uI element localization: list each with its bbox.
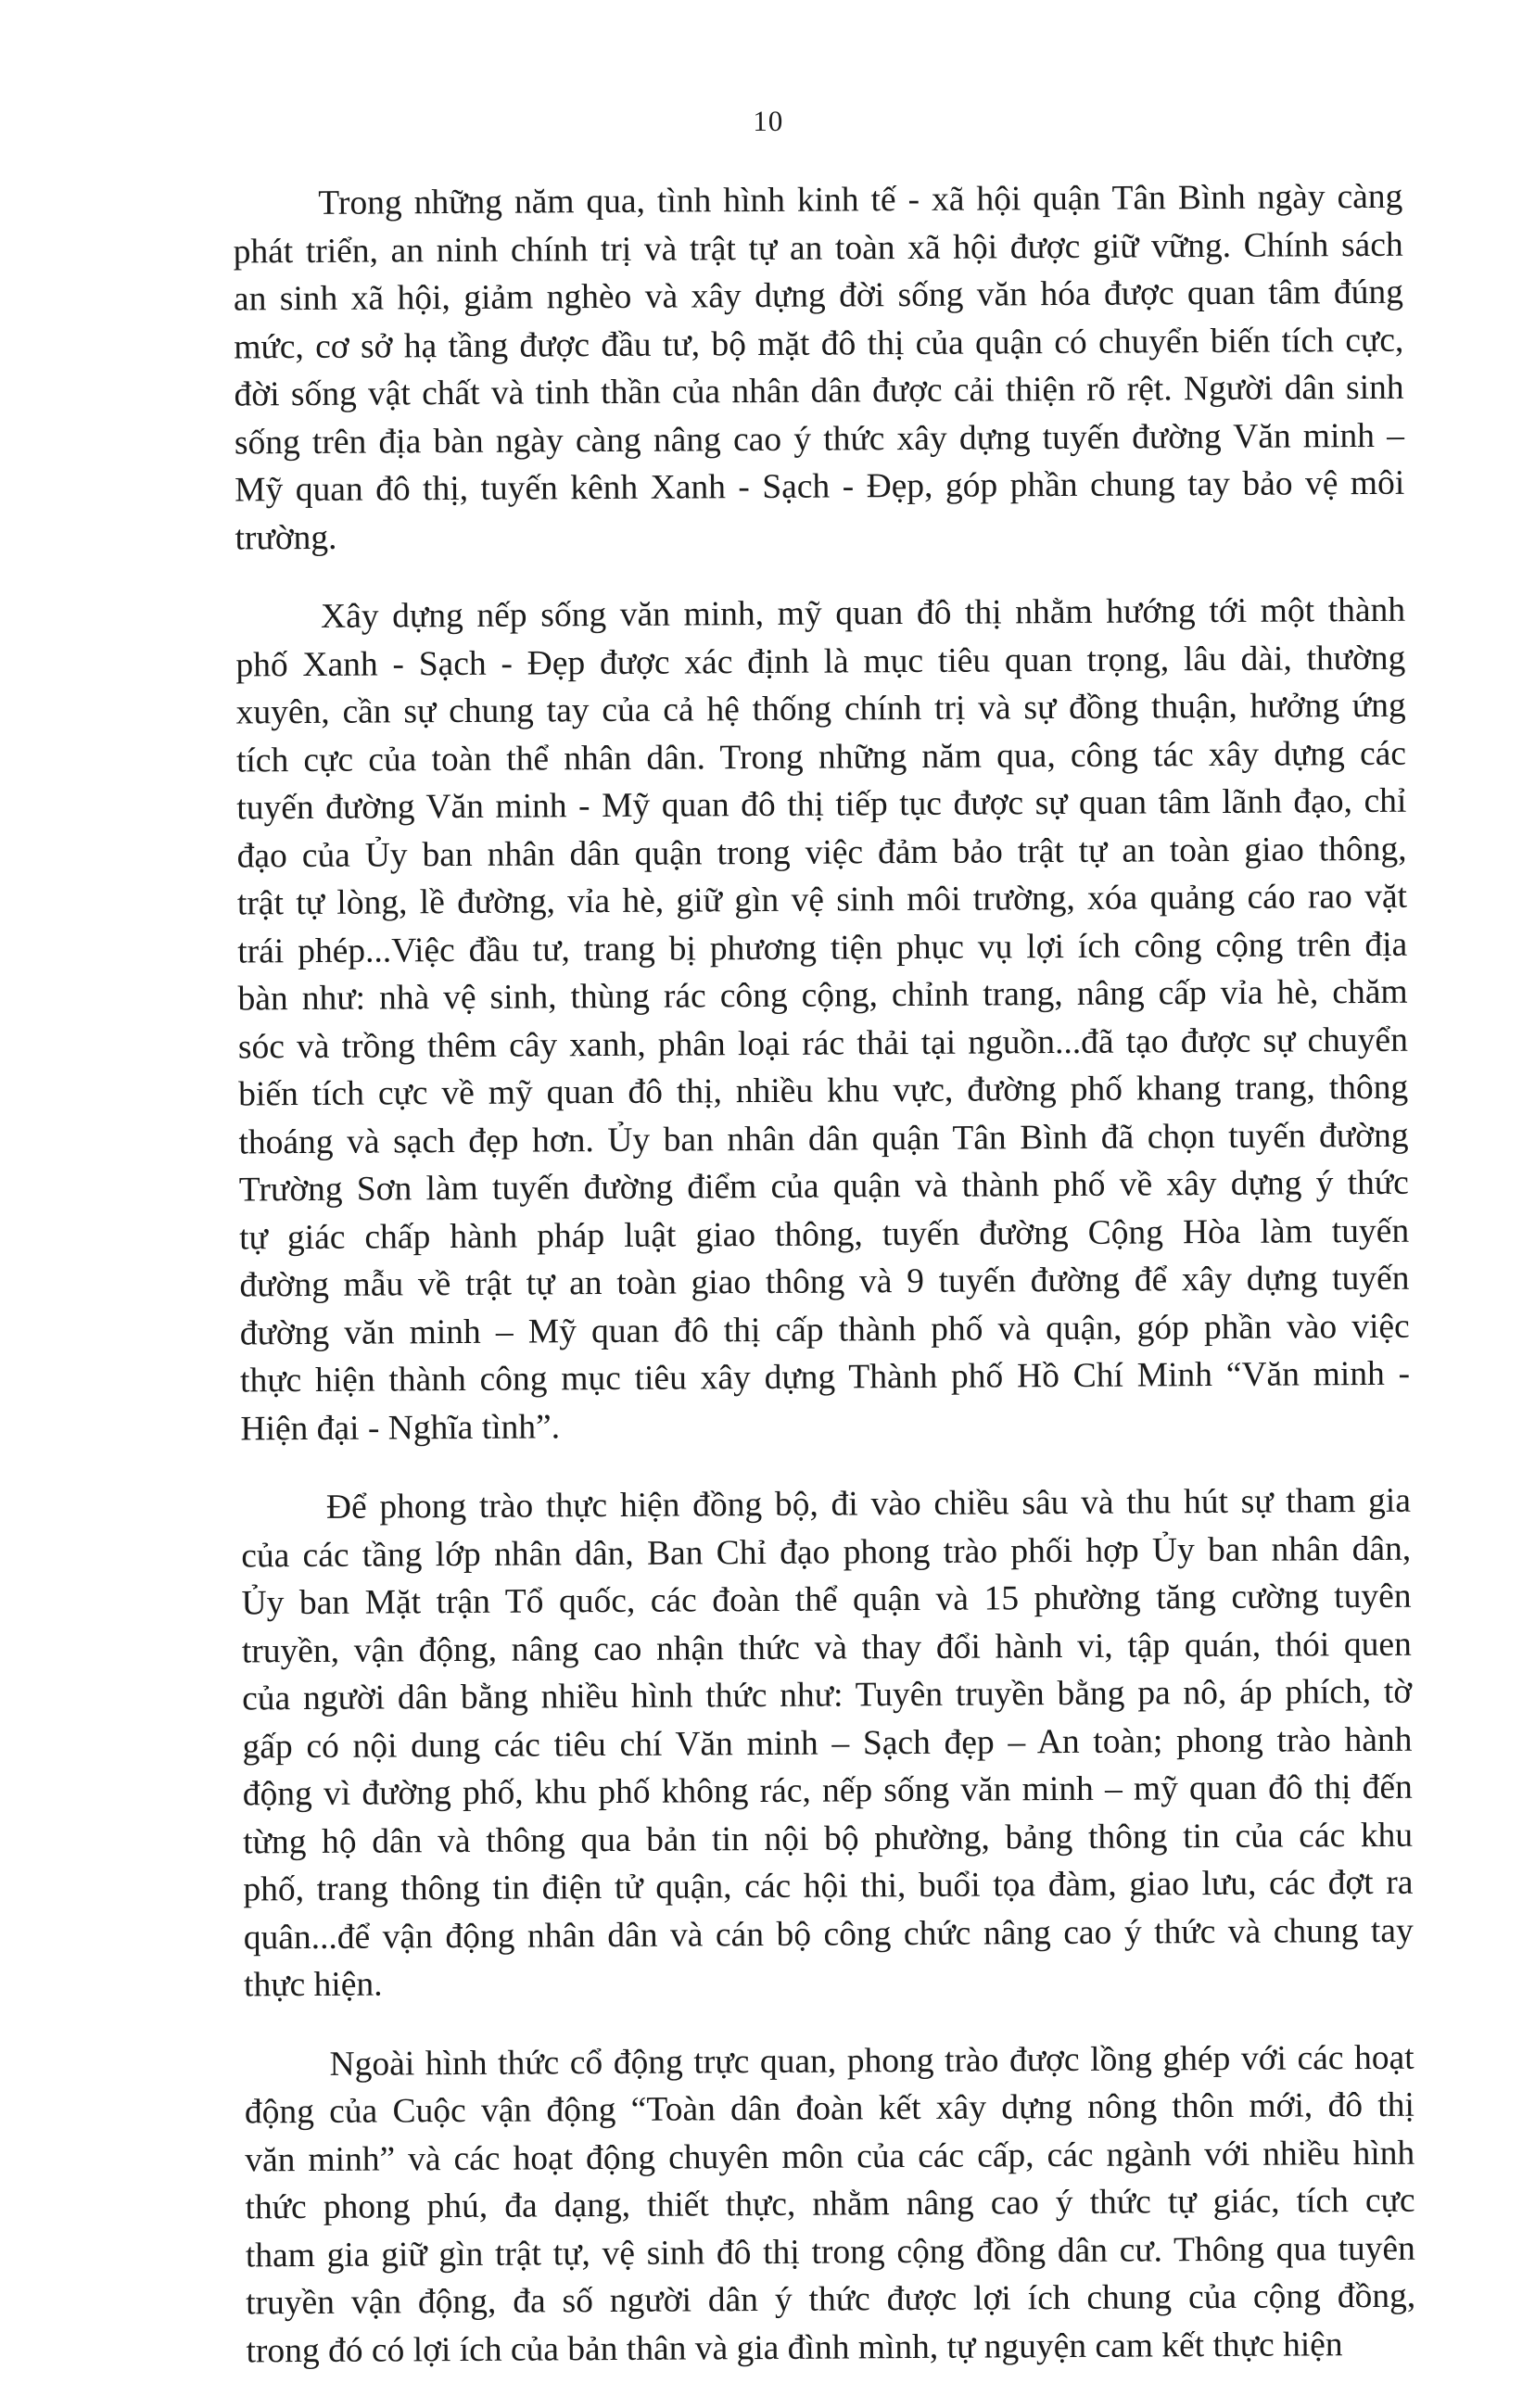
text-line: thức phong phú, đa dạng, thiết thực, nhằm nâng cao ý thức tự giác, tích cực bbox=[245, 2181, 1415, 2227]
text-line: sống trên địa bàn ngày càng nâng cao ý thức xây dựng tuyến đường Văn minh – bbox=[234, 416, 1405, 462]
text-line: phố, trang thông tin điện tử quận, các hội thi, buổi tọa đàm, giao lưu, các đợt ra bbox=[243, 1863, 1414, 1909]
text-line: gấp có nội dung các tiêu chí Văn minh – Sạch đẹp – An toàn; phong trào hành bbox=[242, 1720, 1413, 1766]
text-line: trật tự lòng, lề đường, vỉa hè, giữ gìn vệ sinh môi trường, xóa quảng cáo rao vặt bbox=[236, 877, 1408, 923]
paragraph-1 bbox=[233, 173, 1404, 563]
text-line: đạo của Ủy ban nhân dân quận trong việc đảm bảo trật tự an toàn giao thông, bbox=[236, 830, 1407, 875]
text-line: Xây dựng nếp sống văn minh, mỹ quan đô thị nhằm hướng tới một thành bbox=[320, 590, 1406, 636]
text-line: tự giác chấp hành pháp luật giao thông, tuyến đường Cộng Hòa làm tuyến bbox=[239, 1211, 1410, 1257]
text-line: trường. bbox=[235, 518, 337, 557]
page-number: 10 bbox=[753, 104, 784, 138]
paragraph-3 bbox=[241, 1477, 1414, 2009]
text-line: phát triển, an ninh chính trị và trật tự an toàn xã hội được giữ vững. Chính sách bbox=[233, 225, 1403, 271]
text-line: đường văn minh – Mỹ quan đô thị cấp thành phố và quận, góp phần vào việc bbox=[239, 1307, 1410, 1352]
text-line: Để phong trào thực hiện đồng bộ, đi vào chiều sâu và thu hút sự tham gia bbox=[325, 1481, 1412, 1527]
text-line: phố Xanh - Sạch - Đẹp được xác định là mục tiêu quan trọng, lâu dài, thường bbox=[235, 639, 1406, 684]
text-line: Mỹ quan đô thị, tuyến kênh Xanh - Sạch - Đẹp, góp phần chung tay bảo vệ môi bbox=[235, 463, 1405, 510]
text-line: biến tích cực về mỹ quan đô thị, nhiều khu vực, đường phố khang trang, thông bbox=[238, 1068, 1409, 1114]
text-line: truyền, vận động, nâng cao nhận thức và thay đổi hành vi, tập quán, thói quen bbox=[241, 1625, 1412, 1670]
text-line: trái phép...Việc đầu tư, trang bị phương tiện phục vụ lợi ích công cộng trên địa bbox=[237, 925, 1408, 970]
text-line: tuyến đường Văn minh - Mỹ quan đô thị tiếp tục được sự quan tâm lãnh đạo, chỉ bbox=[236, 781, 1407, 828]
paragraph-4 bbox=[244, 2034, 1415, 2375]
text-line: thực hiện. bbox=[243, 1965, 383, 2005]
text-line: quân...để vận động nhân dân và cán bộ công chức nâng cao ý thức và chung tay bbox=[243, 1911, 1414, 1957]
text-line: mức, cơ sở hạ tầng được đầu tư, bộ mặt đô thị của quận có chuyển biến tích cực, bbox=[234, 321, 1404, 366]
text-line: đời sống vật chất và tinh thần của nhân dân được cải thiện rõ rệt. Người dân sinh bbox=[234, 368, 1404, 414]
text-line: tích cực của toàn thể nhân dân. Trong những năm qua, công tác xây dựng các bbox=[235, 734, 1407, 779]
text-line: Trường Sơn làm tuyến đường điểm của quận và thành phố về xây dựng ý thức bbox=[238, 1163, 1409, 1210]
text-line: an sinh xã hội, giảm nghèo và xây dựng đời sống văn hóa được quan tâm đúng bbox=[233, 272, 1404, 319]
text-line: Hiện đại - Nghĩa tình”. bbox=[240, 1407, 561, 1448]
text-line: thoáng và sạch đẹp hơn. Ủy ban nhân dân quận Tân Bình đã chọn tuyến đường bbox=[238, 1116, 1409, 1161]
text-line: của người dân bằng nhiều hình thức như: Tuyên truyền bằng pa nô, áp phích, tờ bbox=[242, 1672, 1413, 1718]
body-text bbox=[233, 173, 1416, 2407]
text-line: văn minh” và các hoạt động chuyên môn của các cấp, các ngành với nhiều hình bbox=[245, 2134, 1415, 2179]
paragraph-2 bbox=[235, 587, 1411, 1453]
text-line: truyền vận động, đa số người dân ý thức được lợi ích chung của cộng đồng, bbox=[246, 2276, 1416, 2323]
text-line: Trong những năm qua, tình hình kinh tế - xã hội quận Tân Bình ngày càng bbox=[318, 177, 1403, 222]
text-line: sóc và trồng thêm cây xanh, phân loại rác thải tại nguồn...đã tạo được sự chuyển bbox=[237, 1020, 1409, 1066]
text-line: xuyên, cần sự chung tay của cả hệ thống chính trị và sự đồng thuận, hưởng ứng bbox=[235, 686, 1406, 732]
text-line: trong đó có lợi ích của bản thân và gia đình mình, tự nguyện cam kết thực hiện bbox=[246, 2325, 1343, 2370]
text-line: Ủy ban Mặt trận Tổ quốc, các đoàn thể quận và 15 phường tăng cường tuyên bbox=[241, 1577, 1412, 1623]
text-line: của các tầng lớp nhân dân, Ban Chỉ đạo phong trào phối hợp Ủy ban nhân dân, bbox=[241, 1529, 1412, 1575]
text-line: tham gia giữ gìn trật tự, vệ sinh đô thị trong cộng đồng dân cư. Thông qua tuyên bbox=[245, 2229, 1415, 2275]
text-line: từng hộ dân và thông qua bản tin nội bộ phường, bảng thông tin của các khu bbox=[243, 1816, 1414, 1861]
text-line: động vì đường phố, khu phố không rác, nếp sống văn minh – mỹ quan đô thị đến bbox=[242, 1768, 1413, 1814]
text-line: thực hiện thành công mục tiêu xây dựng Thành phố Hồ Chí Minh “Văn minh - bbox=[239, 1354, 1411, 1400]
text-line: bàn như: nhà vệ sinh, thùng rác công cộng, chỉnh trang, nâng cấp vỉa hè, chăm bbox=[237, 972, 1408, 1019]
text-line: đường mẫu về trật tự an toàn giao thông và 9 tuyến đường để xây dựng tuyến bbox=[239, 1259, 1410, 1305]
text-line: Ngoài hình thức cổ động trực quan, phong trào được lồng ghép với các hoạt bbox=[329, 2038, 1414, 2084]
text-line: động của Cuộc vận động “Toàn dân đoàn kết xây dựng nông thôn mới, đô thị bbox=[244, 2085, 1415, 2132]
